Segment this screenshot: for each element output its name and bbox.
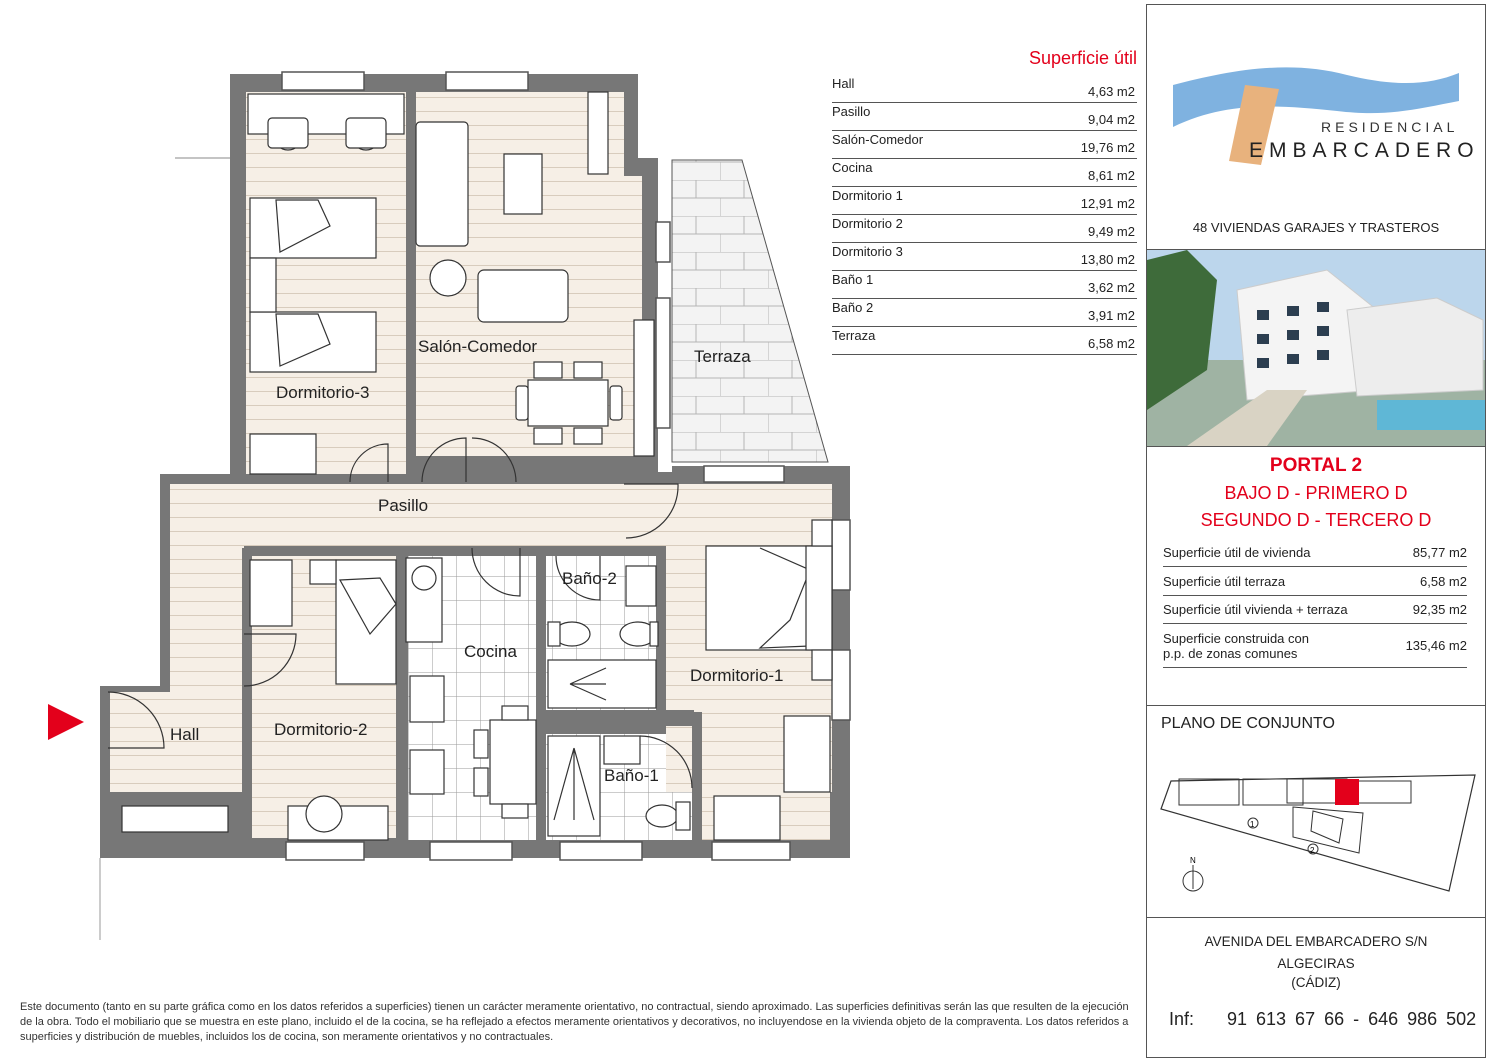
summary-row-value: 85,77 m2 [1412,545,1467,560]
area-row-value: 13,80 m2 [1080,252,1135,267]
address-line-3: (CÁDIZ) [1291,975,1341,990]
area-row [832,75,1137,103]
room-label-bano-1: Baño-1 [604,766,659,785]
area-rows [832,75,1137,355]
room-label-cocina: Cocina [464,642,517,661]
area-row-name: Dormitorio 1 [832,188,903,203]
summary-row [1163,596,1467,624]
address-section-divider [1147,917,1485,918]
summary-label-text: Superficie útil vivienda + terraza [1163,602,1348,617]
area-row [832,159,1137,187]
panel-subtitle: 48 VIVIENDAS GARAJES Y TRASTEROS [1192,220,1440,235]
area-row [832,299,1137,327]
area-row-name: Pasillo [832,104,871,119]
area-row-name: Salón-Comedor [832,132,924,147]
summary-row [1163,624,1467,668]
area-row-name: Hall [832,76,855,91]
portal-title: PORTAL 2 [1269,455,1363,476]
area-row-name: Dormitorio 2 [832,216,903,231]
area-row [832,271,1137,299]
area-row [832,187,1137,215]
phone-numbers: 91 613 67 66 - 646 986 502 [1227,1009,1477,1029]
area-row-name: Baño 2 [832,300,874,315]
area-row-value: 6,58 m2 [1088,336,1135,351]
north-label: N [1190,856,1196,865]
summary-row-value: 135,46 m2 [1405,638,1467,653]
room-label-dormitorio-2: Dormitorio-2 [274,720,368,739]
address-line-2: ALGECIRAS [1277,956,1355,971]
summary-row-value: 92,35 m2 [1412,602,1467,617]
area-row-name: Terraza [832,328,876,343]
area-row-value: 4,63 m2 [1088,84,1135,99]
units-line-2: SEGUNDO D - TERCERO D [1200,510,1432,530]
area-table [832,48,1137,355]
area-row [832,131,1137,159]
area-row-name: Baño 1 [832,272,874,287]
area-row [832,327,1137,355]
area-row-value: 9,49 m2 [1088,224,1135,239]
disclaimer-text: Este documento (tanto en su parte gráfica como en los datos referidos a superficies) tienen un carácter meramente orientativo, no contractual, siendo aproximado. Las superficies definitivas serán las que resulten de la ejecución de la obra. Todo el mobiliario que se muestra en este plano, incluido el de la cocina, se ha reflejado a efectos meramente orientativos y decorativos, no incluyendose en la vivienda objeto de la compraventa. Los datos referidos a superficies y distribución de muebles, incluidos los de cocina, son meramente orientativos y no contractuales. [20,1001,1129,1043]
building-photo [1147,249,1485,447]
site-label-1: 1 [1250,820,1255,829]
inf-label: Inf: [1169,1009,1195,1029]
entrance-arrow-icon [48,704,84,740]
summary-row-label [1163,631,1309,661]
summary-label-text: Superficie útil terraza [1163,574,1286,589]
plano-section-divider [1147,705,1485,706]
summary-label-text: Superficie construida con [1163,630,1309,646]
area-row-value: 12,91 m2 [1080,196,1135,211]
room-label-dormitorio-3: Dormitorio-3 [276,383,370,402]
summary-row-value: 6,58 m2 [1420,574,1467,589]
summary-row-label [1163,602,1348,617]
area-row-value: 19,76 m2 [1080,140,1135,155]
summary-row [1163,568,1467,596]
area-row-name: Cocina [832,160,873,175]
area-row-value: 8,61 m2 [1088,168,1135,183]
area-row [832,243,1137,271]
area-row-name: Dormitorio 3 [832,244,903,259]
area-row-value: 9,04 m2 [1088,112,1135,127]
area-row-value: 3,62 m2 [1088,280,1135,295]
area-row-value: 3,91 m2 [1088,308,1135,323]
room-label-dormitorio-1: Dormitorio-1 [690,666,784,685]
area-row [832,215,1137,243]
room-label-bano-2: Baño-2 [562,569,617,588]
area-row [832,103,1137,131]
address-line-1: AVENIDA DEL EMBARCADERO S/N [1204,934,1428,949]
brand-line-2: EMBARCADERO [1249,139,1480,162]
room-label-terraza: Terraza [694,347,751,366]
units-line-1: BAJO D - PRIMERO D [1224,483,1408,503]
area-table-title: Superficie útil [1028,48,1137,68]
brand-line-1: RESIDENCIAL [1321,119,1459,135]
plano-title: PLANO DE CONJUNTO [1161,715,1335,732]
site-plan [1153,767,1483,897]
room-label-pasillo: Pasillo [378,496,429,515]
summary-label-text: Superficie útil de vivienda [1163,545,1311,560]
info-panel [1146,4,1486,1058]
site-label-2: 2 [1310,846,1315,855]
summary-label-text-2: p.p. de zonas comunes [1163,645,1298,661]
room-label-hall: Hall [170,725,200,744]
room-label-salon-comedor: Salón-Comedor [418,337,538,356]
summary-row-label [1163,545,1310,560]
summary-row [1163,539,1467,567]
summary-row-label [1163,574,1285,589]
